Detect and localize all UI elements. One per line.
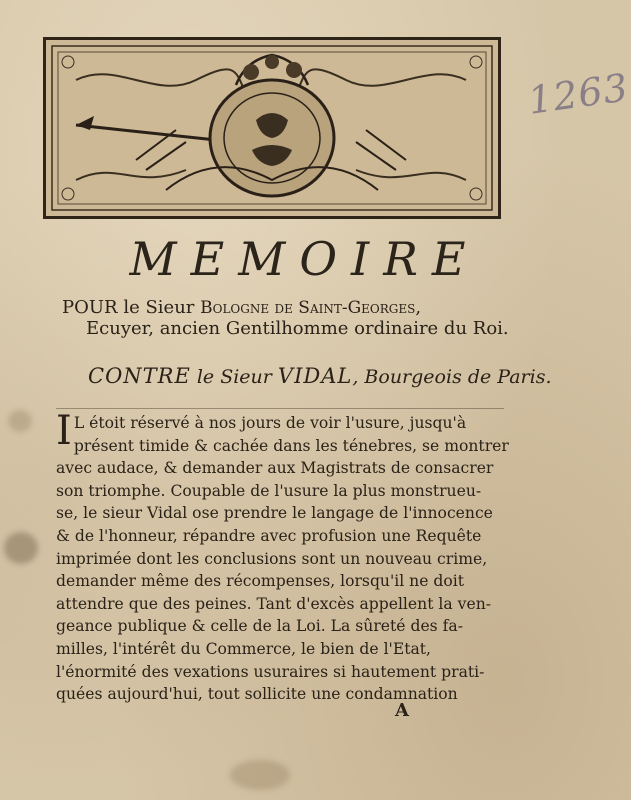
margin-handwritten-number: 1263 (525, 65, 631, 123)
body-line: I L étoit réservé à nos jours de voir l'usure, jusqu'à (56, 408, 467, 454)
drop-cap: I (56, 408, 72, 454)
body-line: milles, l'intérêt du Commerce, le bien de l'Etat, (56, 639, 432, 658)
contre-end: , Bourgeois de Paris. (352, 366, 552, 388)
contre-name: VIDAL (277, 364, 353, 388)
body-line: demander même des récompenses, lorsqu'il ne doit (56, 572, 465, 591)
engraved-trophy-ornament-icon (46, 40, 498, 216)
body-line: geance publique & celle de la Loi. La sûreté des fa- (56, 617, 463, 636)
pour-prefix: POUR (62, 297, 118, 318)
page-title: MEMOIRE (129, 232, 480, 286)
body-line: imprimée dont les conclusions sont un nouveau crime, (56, 549, 488, 568)
ink-stain (4, 532, 38, 564)
body-line: se, le sieur Vidal ose prendre le langage de l'innocence (56, 504, 493, 523)
contre-prefix: CONTRE (88, 364, 191, 388)
body-line: quées aujourd'hui, tout sollicite une condamnation (56, 685, 458, 704)
body-line: attendre que des peines. Tant d'excès appellent la ven- (56, 594, 492, 613)
body-line: avec audace, & demander aux Magistrats de consacrer (56, 459, 494, 478)
pour-name-caps: Bologne de Saint-Georges (200, 298, 416, 318)
ink-stain (230, 760, 290, 790)
body-line: son triomphe. Coupable de l'usure la plus monstrueu- (56, 481, 482, 500)
contre-line (88, 364, 552, 388)
ornament-engraving (43, 37, 501, 219)
divider (56, 408, 504, 409)
signature-mark: A (395, 700, 409, 721)
body-paragraph (56, 408, 509, 706)
pour-name-end: , (415, 297, 422, 318)
body-line: l'énormité des vexations usuraires si hautement prati- (56, 662, 485, 681)
body-line: & de l'honneur, répandre avec profusion une Requête (56, 526, 482, 545)
pour-line (62, 297, 562, 319)
contre-mid: le Sieur (190, 366, 278, 388)
pour-subtitle: Ecuyer, ancien Gentilhomme ordinaire du Roi. (86, 318, 509, 339)
ink-stain (8, 410, 32, 432)
pour-name-plain: le Sieur (123, 297, 201, 318)
body-line: présent timide & cachée dans les ténebres, se montrer (73, 436, 509, 455)
